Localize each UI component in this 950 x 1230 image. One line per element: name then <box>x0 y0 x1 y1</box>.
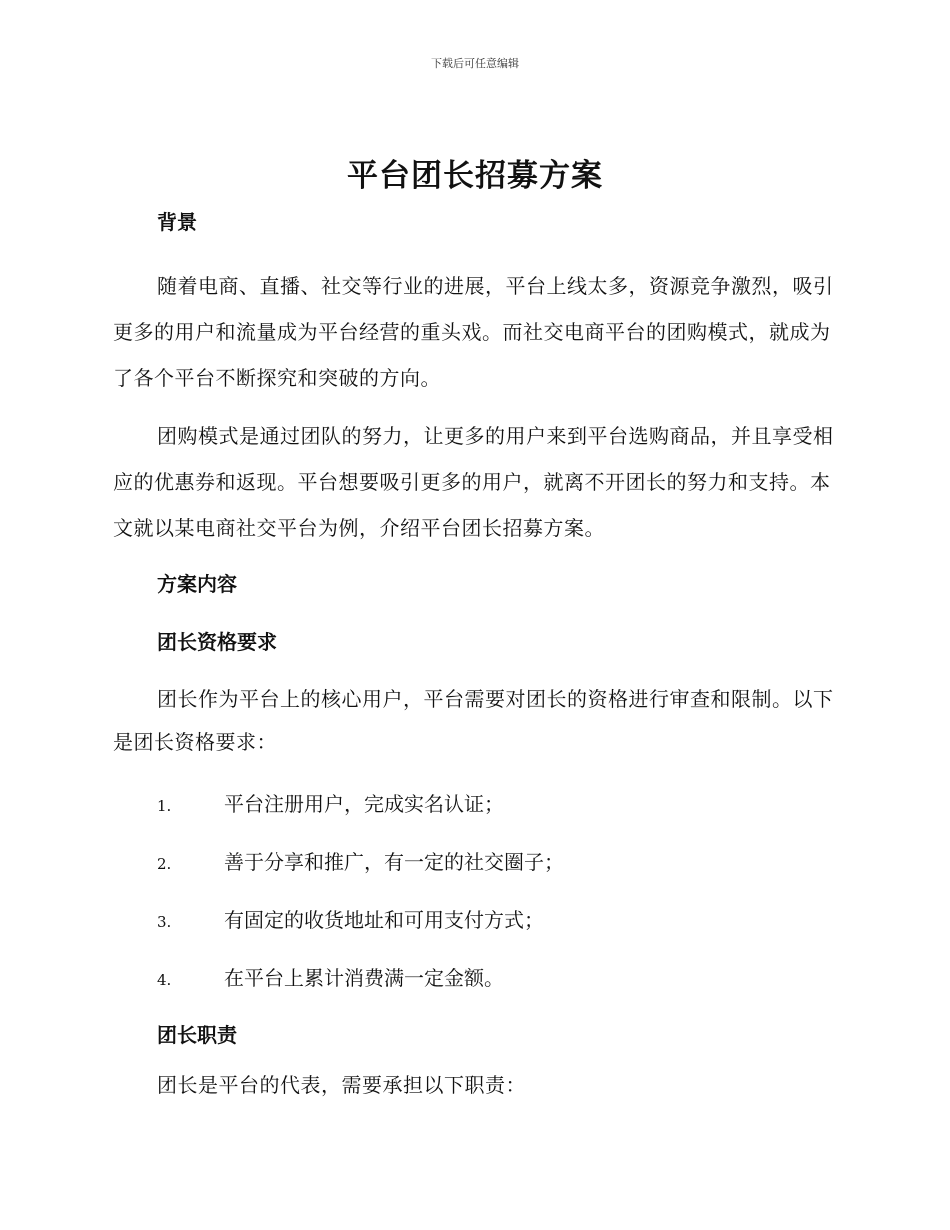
duties-intro: 团长是平台的代表，需要承担以下职责： <box>157 1073 526 1097</box>
qualification-intro: 团长作为平台上的核心用户，平台需要对团长的资格进行审查和限制。以下是团长资格要求： <box>113 687 834 754</box>
document-body <box>113 205 835 1108</box>
list-item <box>113 963 835 993</box>
background-paragraph-2: 团购模式是通过团队的努力，让更多的用户来到平台选购商品，并且享受相应的优惠券和返现。平台想要吸引更多的用户，就离不开团长的努力和支持。本文就以某电商社交平台为例，介绍平台团长招募方案。 <box>113 424 834 540</box>
list-number: 2. <box>157 855 172 873</box>
background-paragraph-1: 随着电商、直播、社交等行业的进展，平台上线太多，资源竞争激烈，吸引更多的用户和流量成为平台经营的重头戏。而社交电商平台的团购模式，就成为了各个平台不断探究和突破的方向。 <box>113 274 834 390</box>
list-text: 有固定的收货地址和可用支付方式； <box>224 908 544 932</box>
list-text: 善于分享和推广，有一定的社交圈子； <box>224 850 564 874</box>
background-heading: 背景 <box>157 210 197 234</box>
list-number: 4. <box>157 971 172 989</box>
qualification-heading: 团长资格要求 <box>157 630 277 654</box>
header-note: 下载后可任意编辑 <box>431 57 519 70</box>
page-title: 平台团长招募方案 <box>347 158 603 194</box>
duties-heading: 团长职责 <box>157 1023 237 1047</box>
list-item <box>113 847 835 877</box>
list-text: 在平台上累计消费满一定金额。 <box>224 966 504 990</box>
list-number: 1. <box>157 797 172 815</box>
list-item <box>113 789 835 819</box>
list-text: 平台注册用户，完成实名认证； <box>224 792 504 816</box>
plan-heading: 方案内容 <box>157 572 237 596</box>
list-number: 3. <box>157 913 172 931</box>
list-item <box>113 905 835 935</box>
